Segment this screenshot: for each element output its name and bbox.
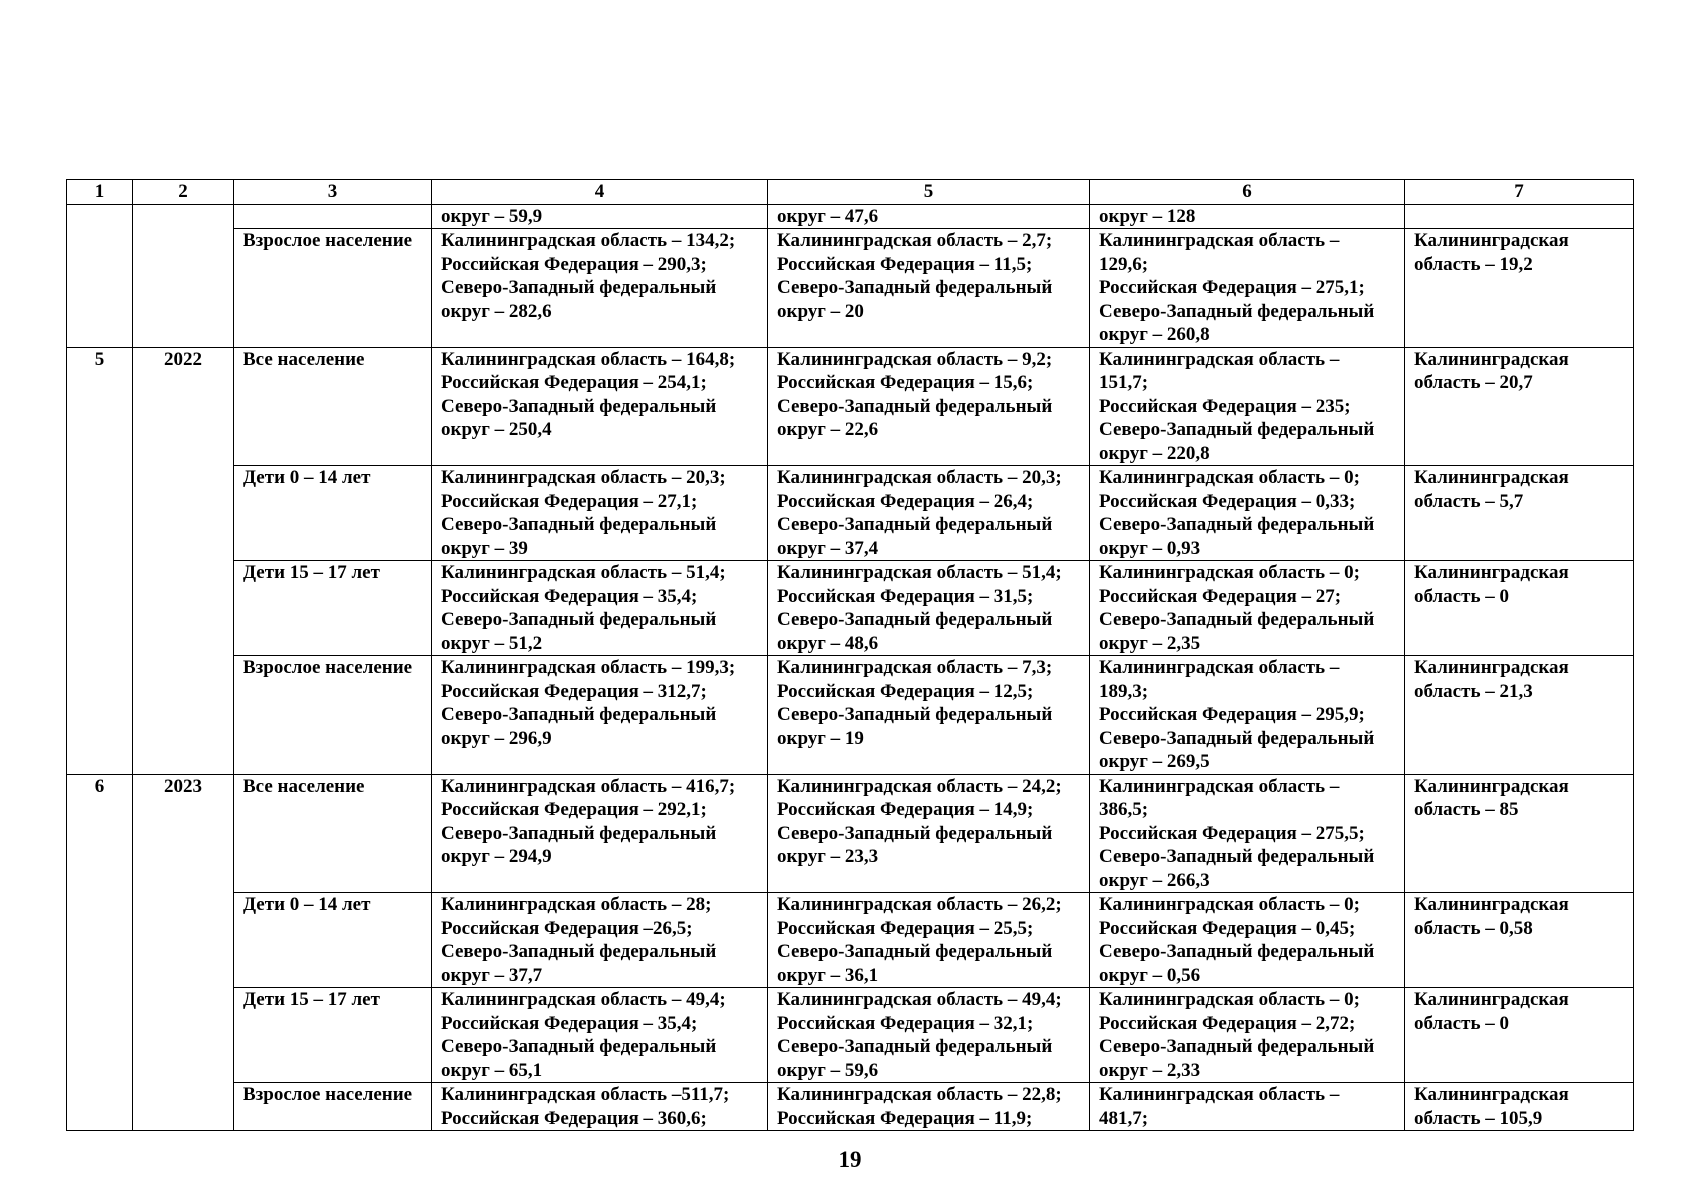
column-header-7: 7 <box>1405 180 1634 205</box>
cell-text-line: Российская Федерация – 0,33; <box>1099 490 1356 512</box>
cell-text-line: Калининградская область – 22,8; <box>777 1084 1062 1105</box>
cell-text-line: Северо-Западный федеральный <box>1099 1036 1375 1057</box>
cell-text-line: округ – 294,9 <box>441 846 552 867</box>
cell-text-line: Российская Федерация – 27; <box>1099 585 1342 607</box>
cell-text-line: Северо-Западный федеральный <box>441 941 717 962</box>
cell-text-line: Калининградская <box>1414 467 1569 488</box>
cell-text-line: Калининградская <box>1414 989 1569 1010</box>
table-cell-col-1 <box>67 774 133 1131</box>
cell-text-line: Калининградская область – 49,4; <box>777 989 1062 1010</box>
table-cell-col-4 <box>432 988 768 1083</box>
table-cell-col-7 <box>1405 893 1634 988</box>
table-cell-col-5 <box>768 204 1090 229</box>
table-row <box>67 774 1634 893</box>
cell-text-line: Калининградская <box>1414 775 1569 797</box>
cell-text-line: Северо-Западный федеральный <box>1099 727 1375 749</box>
cell-text-line: Калининградская область – <box>1099 348 1340 370</box>
table-cell-col-6 <box>1090 893 1405 988</box>
cell-text-line: Калининградская область – 51,4; <box>777 562 1062 583</box>
table-cell-col-4 <box>432 893 768 988</box>
cell-text-line: область – 5,7 <box>1414 490 1524 512</box>
table-cell-col-3 <box>234 229 432 348</box>
table-cell-col-6 <box>1090 347 1405 466</box>
cell-text-line: Калининградская область – 26,2; <box>777 894 1062 915</box>
cell-text-line: Российская Федерация – 35,4; <box>441 585 698 607</box>
table-cell-col-5 <box>768 561 1090 656</box>
cell-text-line: Дети 0 – 14 лет <box>243 467 371 488</box>
cell-text-line: Калининградская <box>1414 657 1569 678</box>
table-cell-col-2 <box>133 204 234 229</box>
cell-text-line: Калининградская область – 416,7; <box>441 775 736 797</box>
cell-text-line: Северо-Западный федеральный <box>1099 300 1375 322</box>
cell-text-line: округ – 269,5 <box>1099 751 1210 772</box>
cell-text-line: 5 <box>94 348 105 370</box>
table-cell-col-6 <box>1090 466 1405 561</box>
table-cell-col-6 <box>1090 774 1405 893</box>
cell-text-line: округ – 59,9 <box>441 205 543 227</box>
cell-text-line: округ – 296,9 <box>441 727 552 749</box>
cell-text-line: Российская Федерация – 2,72; <box>1099 1012 1356 1034</box>
table-cell-col-5 <box>768 893 1090 988</box>
cell-text-line: Калининградская <box>1414 894 1569 915</box>
cell-text-line: Калининградская <box>1414 562 1569 583</box>
cell-text-line: Калининградская <box>1414 348 1569 370</box>
table-cell-col-3 <box>234 561 432 656</box>
cell-text-line: Северо-Западный федеральный <box>441 1036 717 1057</box>
cell-text-line: Калининградская область – 0; <box>1099 467 1360 488</box>
table-cell-col-4 <box>432 774 768 893</box>
cell-text-line: Северо-Западный федеральный <box>441 822 717 844</box>
table-cell-col-3 <box>234 204 432 229</box>
cell-text-line: Дети 15 – 17 лет <box>243 989 380 1010</box>
cell-text-line: Северо-Западный федеральный <box>777 704 1053 725</box>
column-header-5: 5 <box>768 180 1090 205</box>
table-cell-col-2 <box>133 229 234 348</box>
cell-text-line: Калининградская область – 0; <box>1099 989 1360 1010</box>
table-cell-col-4 <box>432 347 768 466</box>
table-cell-col-6 <box>1090 1083 1405 1131</box>
cell-text-line: округ – 22,6 <box>777 419 879 440</box>
cell-text-line: Российская Федерация – 25,5; <box>777 917 1034 939</box>
table-cell-col-3 <box>234 893 432 988</box>
column-header-1: 1 <box>67 180 133 205</box>
cell-text-line: Российская Федерация – 26,4; <box>777 490 1034 512</box>
cell-text-line: Калининградская область – 20,3; <box>777 467 1062 488</box>
cell-text-line: Все население <box>243 348 365 370</box>
cell-text-line: область – 85 <box>1414 799 1519 820</box>
cell-text-line: округ – 0,56 <box>1099 964 1201 986</box>
cell-text-line: округ – 266,3 <box>1099 869 1210 891</box>
table-cell-col-7 <box>1405 656 1634 775</box>
cell-text-line: область – 0,58 <box>1414 917 1533 939</box>
cell-text-line: Калининградская область – 49,4; <box>441 989 726 1010</box>
cell-text-line: область – 105,9 <box>1414 1107 1543 1129</box>
cell-text-line: округ – 2,33 <box>1099 1059 1201 1081</box>
table-cell-col-7 <box>1405 1083 1634 1131</box>
cell-text-line: Калининградская область – 0; <box>1099 562 1360 583</box>
cell-text-line: Калининградская область – <box>1099 775 1340 797</box>
table-cell-col-4 <box>432 656 768 775</box>
column-header-3: 3 <box>234 180 432 205</box>
cell-text-line: Калининградская область – 24,2; <box>777 775 1062 797</box>
table-cell-col-5 <box>768 229 1090 348</box>
cell-text-line: округ – 51,2 <box>441 632 543 654</box>
cell-text-line: Российская Федерация –26,5; <box>441 917 693 939</box>
cell-text-line: область – 21,3 <box>1414 680 1533 702</box>
table-cell-col-3 <box>234 774 432 893</box>
cell-text-line: Российская Федерация – 254,1; <box>441 372 707 393</box>
table-cell-col-4 <box>432 561 768 656</box>
table-cell-col-3 <box>234 466 432 561</box>
cell-text-line: Дети 15 – 17 лет <box>243 562 380 583</box>
cell-text-line: Северо-Западный федеральный <box>441 609 717 630</box>
table-cell-col-6 <box>1090 656 1405 775</box>
cell-text-line: 6 <box>94 775 105 797</box>
cell-text-line: Дети 0 – 14 лет <box>243 894 371 915</box>
cell-text-line: Взрослое население <box>243 1084 413 1105</box>
cell-text-line: Калининградская область – <box>1099 230 1340 251</box>
cell-text-line: Российская Федерация – 290,3; <box>441 253 707 275</box>
cell-text-line: область – 0 <box>1414 585 1509 607</box>
table-cell-col-1 <box>67 204 133 229</box>
page-number: 19 <box>838 1147 862 1172</box>
cell-text-line: Северо-Западный федеральный <box>1099 514 1375 535</box>
cell-text-line: область – 19,2 <box>1414 253 1533 275</box>
cell-text-line: Калининградская область – <box>1099 657 1340 678</box>
cell-text-line: 151,7; <box>1099 372 1149 393</box>
table-cell-col-5 <box>768 774 1090 893</box>
cell-text-line: округ – 250,4 <box>441 419 552 440</box>
cell-text-line: Калининградская область – 2,7; <box>777 230 1053 251</box>
cell-text-line: округ – 65,1 <box>441 1059 543 1081</box>
cell-text-line: Российская Федерация – 312,7; <box>441 680 707 702</box>
cell-text-line: Российская Федерация – 235; <box>1099 395 1351 417</box>
table-cell-col-4 <box>432 204 768 229</box>
table-body <box>67 204 1634 1131</box>
cell-text-line: Северо-Западный федеральный <box>1099 846 1375 867</box>
cell-text-line: область – 20,7 <box>1414 372 1533 393</box>
cell-text-line: Северо-Западный федеральный <box>777 395 1053 417</box>
cell-text-line: Северо-Западный федеральный <box>777 822 1053 844</box>
table-row <box>67 561 1634 656</box>
cell-text-line: 2023 <box>164 775 202 797</box>
table-cell-col-4 <box>432 1083 768 1131</box>
table-cell-col-7 <box>1405 466 1634 561</box>
cell-text-line: Российская Федерация – 11,9; <box>777 1107 1033 1129</box>
cell-text-line: область – 0 <box>1414 1012 1509 1034</box>
cell-text-line: округ – 37,7 <box>441 964 543 986</box>
cell-text-line: Северо-Западный федеральный <box>441 704 717 725</box>
cell-text-line: Российская Федерация – 27,1; <box>441 490 698 512</box>
cell-text-line: Калининградская область – 7,3; <box>777 657 1053 678</box>
column-header-2: 2 <box>133 180 234 205</box>
cell-text-line: округ – 47,6 <box>777 205 879 227</box>
table-row <box>67 204 1634 229</box>
table-cell-col-5 <box>768 347 1090 466</box>
cell-text-line: Калининградская область – 134,2; <box>441 230 736 251</box>
table-cell-col-2 <box>133 347 234 774</box>
cell-text-line: Калининградская <box>1414 1084 1569 1105</box>
cell-text-line: Северо-Западный федеральный <box>441 277 717 298</box>
cell-text-line: Калининградская область – 20,3; <box>441 467 726 488</box>
cell-text-line: Российская Федерация – 275,1; <box>1099 277 1365 298</box>
cell-text-line: Российская Федерация – 32,1; <box>777 1012 1034 1034</box>
cell-text-line: округ – 2,35 <box>1099 632 1201 654</box>
cell-text-line: Российская Федерация – 292,1; <box>441 799 707 820</box>
cell-text-line: Северо-Западный федеральный <box>1099 419 1375 440</box>
cell-text-line: Калининградская область – 199,3; <box>441 657 736 678</box>
table-cell-col-3 <box>234 1083 432 1131</box>
table-cell-col-7 <box>1405 229 1634 348</box>
cell-text-line: Северо-Западный федеральный <box>777 277 1053 298</box>
cell-text-line: Калининградская область – <box>1099 1084 1340 1105</box>
table-cell-col-7 <box>1405 347 1634 466</box>
cell-text-line: Все население <box>243 775 365 797</box>
cell-text-line: Калининградская область – 164,8; <box>441 348 736 370</box>
cell-text-line: Калининградская область – 0; <box>1099 894 1360 915</box>
cell-text-line: Северо-Западный федеральный <box>777 1036 1053 1057</box>
table-row <box>67 656 1634 775</box>
table-cell-col-7 <box>1405 988 1634 1083</box>
cell-text-line: Взрослое население <box>243 657 413 678</box>
cell-text-line: Взрослое население <box>243 230 413 251</box>
table-cell-col-3 <box>234 988 432 1083</box>
table-cell-col-7 <box>1405 774 1634 893</box>
cell-text-line: Российская Федерация – 12,5; <box>777 680 1034 702</box>
cell-text-line: Северо-Западный федеральный <box>777 609 1053 630</box>
table-cell-col-5 <box>768 988 1090 1083</box>
table-cell-col-6 <box>1090 561 1405 656</box>
cell-text-line: округ – 37,4 <box>777 537 879 559</box>
table-row <box>67 347 1634 466</box>
cell-text-line: Северо-Западный федеральный <box>777 941 1053 962</box>
cell-text-line: Северо-Западный федеральный <box>777 514 1053 535</box>
cell-text-line: Калининградская <box>1414 230 1569 251</box>
table-cell-col-5 <box>768 656 1090 775</box>
table-cell-col-1 <box>67 347 133 774</box>
cell-text-line: Калининградская область – 28; <box>441 894 712 915</box>
cell-text-line: Российская Федерация – 0,45; <box>1099 917 1356 939</box>
cell-text-line: Северо-Западный федеральный <box>441 395 717 417</box>
table-cell-col-1 <box>67 229 133 348</box>
cell-text-line: округ – 39 <box>441 537 528 559</box>
cell-text-line: 386,5; <box>1099 799 1149 820</box>
table-header-row <box>67 180 1634 205</box>
cell-text-line: 2022 <box>164 348 202 370</box>
cell-text-line: Калининградская область – 9,2; <box>777 348 1053 370</box>
cell-text-line: округ – 260,8 <box>1099 324 1210 345</box>
column-header-4: 4 <box>432 180 768 205</box>
cell-text-line: округ – 0,93 <box>1099 537 1201 559</box>
cell-text-line: Северо-Западный федеральный <box>1099 609 1375 630</box>
cell-text-line: округ – 220,8 <box>1099 442 1210 464</box>
table-cell-col-7 <box>1405 561 1634 656</box>
cell-text-line: Российская Федерация – 15,6; <box>777 372 1034 393</box>
cell-text-line: 189,3; <box>1099 680 1149 702</box>
cell-text-line: Калининградская область –511,7; <box>441 1084 730 1105</box>
cell-text-line: Российская Федерация – 31,5; <box>777 585 1034 607</box>
cell-text-line: 481,7; <box>1099 1107 1149 1129</box>
table-row <box>67 1083 1634 1131</box>
table-cell-col-5 <box>768 1083 1090 1131</box>
cell-text-line: Российская Федерация – 14,9; <box>777 799 1034 820</box>
cell-text-line: Российская Федерация – 295,9; <box>1099 704 1365 725</box>
cell-text-line: Северо-Западный федеральный <box>441 514 717 535</box>
cell-text-line: Российская Федерация – 35,4; <box>441 1012 698 1034</box>
table-row <box>67 893 1634 988</box>
table-cell-col-6 <box>1090 204 1405 229</box>
cell-text-line: Российская Федерация – 275,5; <box>1099 822 1365 844</box>
cell-text-line: округ – 128 <box>1099 205 1196 227</box>
table-cell-col-4 <box>432 466 768 561</box>
cell-text-line: округ – 19 <box>777 727 864 749</box>
cell-text-line: округ – 282,6 <box>441 300 552 322</box>
cell-text-line: округ – 59,6 <box>777 1059 879 1081</box>
table-row <box>67 988 1634 1083</box>
table-cell-col-3 <box>234 656 432 775</box>
table-row <box>67 466 1634 561</box>
cell-text-line: округ – 36,1 <box>777 964 879 986</box>
table-row <box>67 229 1634 348</box>
cell-text-line: 129,6; <box>1099 253 1149 275</box>
cell-text-line: округ – 20 <box>777 300 864 322</box>
table-cell-col-2 <box>133 774 234 1131</box>
cell-text-line: Российская Федерация – 360,6; <box>441 1107 707 1129</box>
column-header-6: 6 <box>1090 180 1405 205</box>
table-cell-col-6 <box>1090 229 1405 348</box>
table-cell-col-4 <box>432 229 768 348</box>
cell-text-line: Калининградская область – 51,4; <box>441 562 726 583</box>
table-cell-col-5 <box>768 466 1090 561</box>
cell-text-line: округ – 23,3 <box>777 846 879 867</box>
table-cell-col-6 <box>1090 988 1405 1083</box>
data-table <box>66 179 1634 1131</box>
table-cell-col-7 <box>1405 204 1634 229</box>
cell-text-line: округ – 48,6 <box>777 632 879 654</box>
table-cell-col-3 <box>234 347 432 466</box>
cell-text-line: Северо-Западный федеральный <box>1099 941 1375 962</box>
cell-text-line: Российская Федерация – 11,5; <box>777 253 1033 275</box>
